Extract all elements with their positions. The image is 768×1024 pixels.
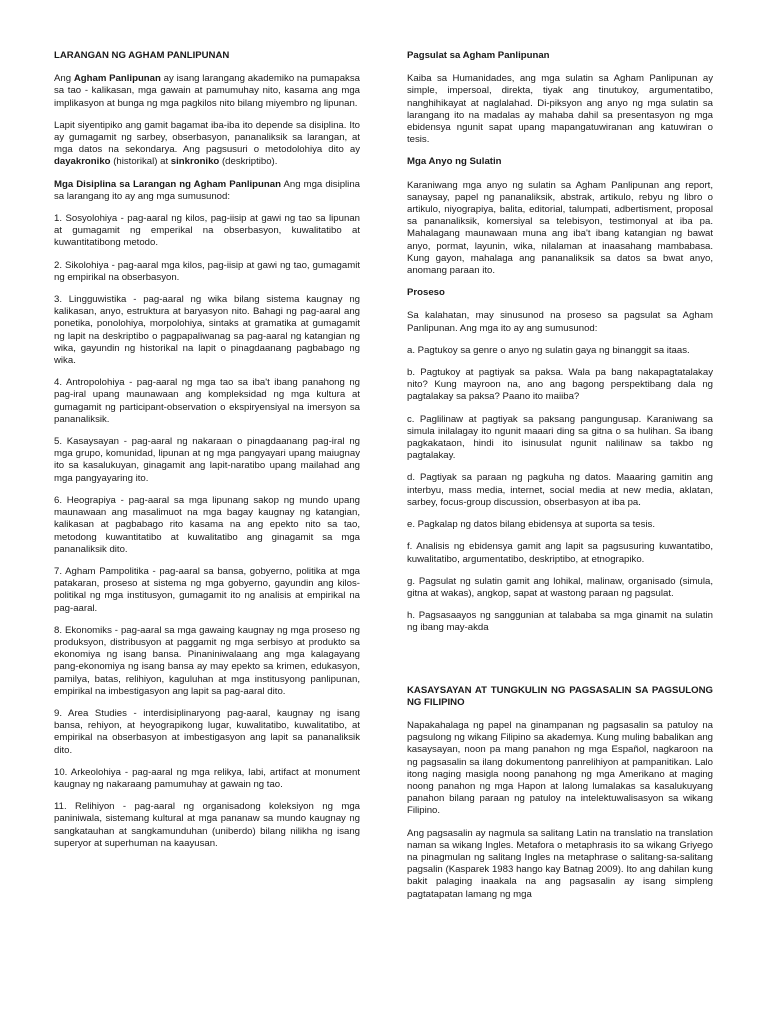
discipline-item: 3. Lingguwistika - pag-aaral ng wika bilang sistema kaugnay ng kalikasan, anyo, estruktura at baryasyon nito. Bahagi ng pag-aaral ang ponetika, ponolohiya, morpolohiya, sintaks at gramatika at gumagamit ng lapit na deskriptibo o pagpapaliwanag sa pag-aaral ng katangian ng wika, gayundin ng historikal na lapit o pinagdaanang pagbabago ng wika. <box>54 294 360 367</box>
proseso-step: d. Pagtiyak sa paraan ng pagkuha ng datos. Maaaring gamitin ang interbyu, mass media, internet, social media at new media, aklatan, sarbey, focus-group discussion, obserbasyon at iba pa. <box>407 472 713 508</box>
section-title-larangan: LARANGAN NG AGHAM PANLIPUNAN <box>54 50 230 61</box>
intro-paragraph <box>54 73 360 110</box>
proseso-step: g. Pagsulat ng sulatin gamit ang lohikal, malinaw, organisado (simula, gitna at wakas), angkop, sapat at wastong paraan ng pagsulat. <box>407 575 713 599</box>
proseso-step: h. Pagsasaayos ng sanggunian at talababa sa mga ginamit na sulatin ng ibang may-akda <box>407 610 713 634</box>
intro-text-post: ay isang larangang akademiko na pumapaksa sa tao - kalikasan, mga gawain at pamumuhay nito, kasama ang mga implikasyon at bunga ng mga pagkilos nito bilang miyembro ng lipunan. <box>54 73 360 109</box>
disiplina-text: Ang mga disiplina sa larangang ito ay ang mga sumusunod: <box>54 178 360 202</box>
section-title-proseso: Proseso <box>407 287 445 299</box>
proseso-paragraph: Sa kalahatan, may sinusunod na proseso sa pagsulat sa Agham Panlipunan. Ang mga ito ay ang sumusunod: <box>407 310 713 334</box>
section-spacer <box>407 645 713 685</box>
lapit-text-post: (deskriptibo). <box>219 156 278 168</box>
lapit-bold-sinkroniko: sinkroniko <box>170 156 220 168</box>
proseso-step: f. Analisis ng ebidensya gamit ang lapit sa pagsusuring kuwantatibo, kuwalitatibo, argumentatibo, deskriptibo, at etnograpiko. <box>407 541 713 565</box>
discipline-item: 9. Area Studies - interdisiplinaryong pag-aaral, kaugnay ng isang bansa, rehiyon, at heyograpikong lugar, kuwalitatibo, kuwalitatibo, at empirikal na obserbasyon at imbestigasyon ang lapit sa pananaliksik dito. <box>54 707 360 756</box>
disiplina-paragraph <box>54 179 360 203</box>
disiplina-bold-heading: Mga Disiplina sa Larangan ng Agham Panlipunan <box>54 178 281 190</box>
kasaysayan-paragraph-1: Napakahalaga ng papel na ginampanan ng pagsasalin sa patuloy na pagsulong ng wikang Filipino sa akademya. Kung muling babalikan ang kasaysayan, noon pa mang panahon ng mga Español, nagkaroon na ng pagsasalin sa ilang dokumentong panrelihiyon at pampanitikan. Lalo itong naging masigla noong panahong ng mga Amerikano at maging noong panahon ng mga Hapon at lalong lumalakas sa kasalukuyang panahon bilang paraan ng patuloy na intelektuwalisasyon sa wikang Filipino. <box>407 719 713 817</box>
discipline-item: 11. Relihiyon - pag-aaral ng organisadong koleksiyon ng mga paniniwala, sistemang kultural at mga pananaw sa mundo kaugnay ng sangkatauhan at sangkamunduhan (uniberdo) bilang nilikha ng isang superyor at superhuman na kaayusan. <box>54 801 360 849</box>
kasaysayan-paragraph-2: Ang pagsasalin ay nagmula sa salitang Latin na translatio na translation naman sa wikang Ingles. Metafora o metaphrasis ito sa wikang Griyego na pinagmulan ng salitang Ingles na metaphrase o salitang-sa-salitang pagsalin (Kasparek 1983 hango kay Batnag 2009). Ito ang dahilan kung bakit palaging inaakala na ang pagsasalin ay isang simpleng pagtatapatan lamang ng mga <box>407 827 713 900</box>
section-title-pagsulat: Pagsulat sa Agham Panlipunan <box>407 50 550 61</box>
proseso-step: b. Pagtukoy at pagtiyak sa paksa. Wala pa bang nakapagtatalakay nito? Kung mayroon na, ano ang bagong perspektibang dala ng pagtalakay sa paksa? Paano ito maiiba? <box>407 367 713 403</box>
pagsulat-paragraph: Kaiba sa Humanidades, ang mga sulatin sa Agham Panlipunan ay simple, impersoal, direkta, tiyak ang tinutukoy, argumentatibo, nanghihikayat at naglalahad. Di-piksyon ang anyo ng mga sulatin sa larangang ito na madalas ay mahaba dahil sa presentasyon ng mga ebidensya ngunit sapat upang mapangatuwiranan ang katuwiran o tesis. <box>407 73 713 146</box>
discipline-item: 10. Arkeolohiya - pag-aaral ng mga relikya, labi, artifact at monument kaugnay ng nakaraang pamumuhay at gawain ng tao. <box>54 766 360 790</box>
intro-text-pre: Ang <box>54 73 74 85</box>
discipline-item: 2. Sikolohiya - pag-aaral mga kilos, pag-iisip at gawi ng tao, gumagamit ng empirikal na obserbasyon. <box>54 259 360 283</box>
lapit-text-pre: Lapit siyentipiko ang gamit bagamat iba-iba ito depende sa disiplina. Ito ay gumagamit ng sarbey, obserbasyon, pananaliksik sa larangan, at mga datos na sekondarya. Ang pagsusuri o metodolohiya dito ay <box>54 119 360 156</box>
lapit-text-mid: (historikal) at <box>110 156 171 168</box>
section-title-kasaysayan: KASAYSAYAN AT TUNGKULIN NG PAGSASALIN SA PAGSULONG NG FILIPINO <box>407 684 713 708</box>
section-title-anyo: Mga Anyo ng Sulatin <box>407 156 502 168</box>
proseso-step: e. Pagkalap ng datos bilang ebidensya at suporta sa tesis. <box>407 519 656 531</box>
anyo-paragraph: Karaniwang mga anyo ng sulatin sa Agham Panlipunan ang report, sanaysay, papel ng pananaliksik, abstrak, artikulo, rebyu ng libro o artikulo, niyograpiya, balita, editorial, talumpati, adbertisment, proposal sa pananaliksik, komersiyal sa telebisyon, testimonyal at iba pa. Mahalagang maunawaan muna ang iba't ibang katangian ng bawat anyo, pormat, layunin, wika, nilalaman at inaasahang mambabasa. Kung gayon, mahalaga ang pananaliksik sa datos sa bwat anyo, anomang paraan ito. <box>407 179 713 277</box>
proseso-step: c. Paglilinaw at pagtiyak sa paksang pangungusap. Karaniwang sa simula inilalagay ito ngunit maaari ding sa gitna o sa hulihan. Sa ibang pagkakataon, hindi ito isinusulat ngunit nalilinaw sa takbo ng pagtalakay. <box>407 413 713 462</box>
discipline-item: 7. Agham Pampolitika - pag-aaral sa bansa, gobyerno, politika at mga patakaran, proseso at sistema ng mga gobyerno, gayundin ang kilos-politikal ng mga institusyon, gumagamit ito ng analisis at empirikal na pag-aaral. <box>54 565 360 614</box>
discipline-item: 1. Sosyolohiya - pag-aaral ng kilos, pag-iisip at gawi ng tao sa lipunan at gumagamit ng emperikal na obserbasyon, kuwalitatibo at kuwantitatibong metodo. <box>54 213 360 249</box>
lapit-paragraph <box>54 120 360 169</box>
lapit-bold-dayakroniko: dayakroniko <box>54 156 111 168</box>
right-column <box>407 50 713 911</box>
discipline-item: 4. Antropolohiya - pag-aaral ng mga tao sa iba't ibang panahong ng pag-iral upang maunawaan ang kompleksidad ng mga kultura at gumagamit ng participant-observation o ekspiryensiyal na imersyon sa pananaliksik. <box>54 377 360 425</box>
discipline-item: 6. Heograpiya - pag-aaral sa mga lipunang sakop ng mundo upang maunawaan ang masalimuot na mga bagay kaugnay ng katangian, kalikasan at pagbabago rito kasama na ang epekto nito sa tao, metodong kuwantitatibo at kuwalitatibo ang ginagamit sa mga pananaliksik dito. <box>54 494 360 555</box>
discipline-item: 5. Kasaysayan - pag-aaral ng nakaraan o pinagdaanang pag-iral ng mga grupo, komunidad, lipunan at ng mga pangyayari upang maiugnay ito sa kasalukuyan, ginagamit ang lapit-naratibo upang mailahad ang mga pangyayaring ito. <box>54 436 360 484</box>
discipline-item: 8. Ekonomiks - pag-aaral sa mga gawaing kaugnay ng mga proseso ng produksyon, distribusyon at paggamit ng mga serbisyo at produkto sa ekonomiya ng isang bansa. Pinaniniwalaang ang mga kalagayang pang-ekonomiya ng isang bansa ay may epekto sa krimen, edukasyon, pamilya, batas, relihiyon, kaguluhan at mga institusyong panlipunan, empirikal na imbestigasyon ang lapit sa pag-aaral dito. <box>54 624 360 697</box>
intro-bold-term: Agham Panlipunan <box>73 73 161 85</box>
left-column <box>54 50 360 860</box>
proseso-step: a. Pagtukoy sa genre o anyo ng sulatin gaya ng binanggit sa itaas. <box>407 344 690 356</box>
